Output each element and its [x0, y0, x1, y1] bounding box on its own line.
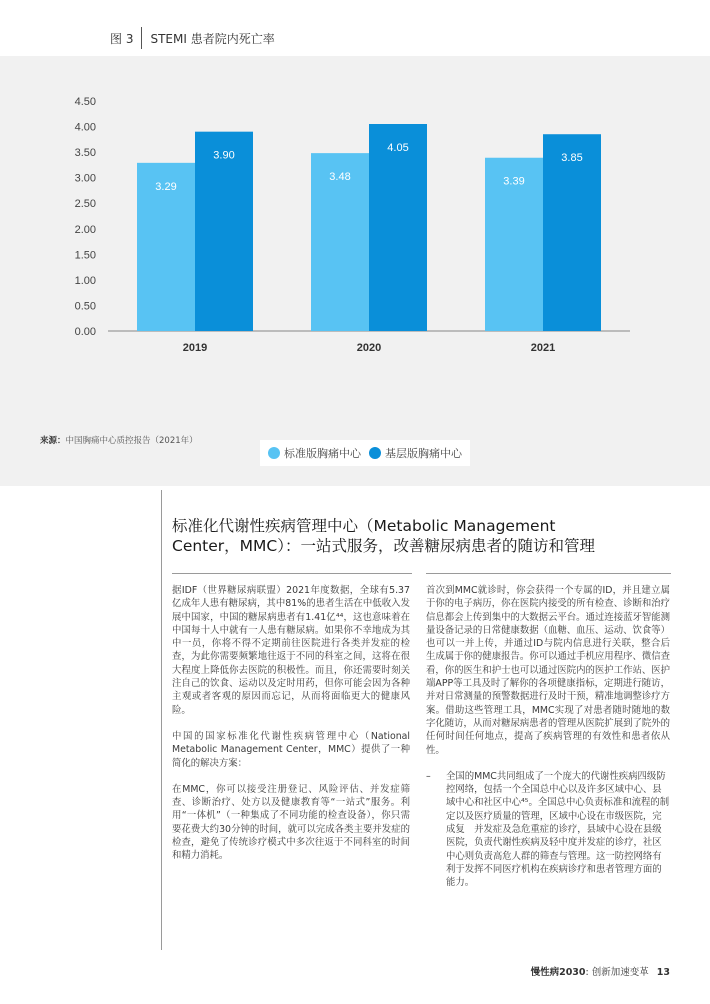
section-title-line-2: Center，MMC）：一站式服务，改善糖尿病患者的随访和管理 — [172, 537, 595, 555]
x-tick-label: 2020 — [356, 342, 382, 354]
y-tick-label: 4.00 — [74, 121, 96, 134]
section-title — [172, 516, 652, 556]
y-tick-label: 0.50 — [74, 300, 96, 313]
legend-label-basic: 基层版胸痛中心 — [385, 447, 462, 460]
bar-value-label: 3.48 — [329, 171, 351, 184]
figure-title: STEMI 患者院内死亡率 — [150, 31, 275, 46]
bar-chart — [0, 56, 710, 426]
left-column-rule — [172, 573, 412, 574]
column-divider-line — [161, 490, 162, 950]
y-tick-label: 2.50 — [74, 198, 96, 211]
y-tick-label: 3.50 — [74, 147, 96, 160]
y-tick-label: 1.00 — [74, 274, 96, 287]
y-tick-label: 3.00 — [74, 172, 96, 185]
source-label: 来源： — [40, 436, 66, 446]
footer-subtitle: : 创新加速变革 — [585, 967, 649, 978]
bar — [369, 124, 427, 331]
x-tick-label: 2021 — [530, 342, 556, 354]
section-title-line-1: 标准化代谢性疾病管理中心（Metabolic Management — [172, 517, 556, 535]
right-paragraph-1: 首次到MMC就诊时，你会获得一个专属的ID，并且建立属于你的电子病历，你在医院内接受的所有检查、诊断和治疗信息都会上传到集中的大数据云平台。通过连接蓝牙智能测量设备记录的日常健康数据（血糖、血压、运动、饮食等）也可以一并上传，并通过ID与院内信息进行关联，整合后生成属于你的健康报告。你可以通过手机应用程序、微信查看，你的医生和护士也可以通过医院内的医护工作站、医护端APP等工具及时了解你的各项健康指标，定期进行随访，并对日常测量的预警数据进行及时干预，精准地调整诊疗方案。借助这些管理工具，MMC实现了对患者随时随地的数字化随访，从而对糖尿病患者的管理从医院扩展到了院外的任何时间任何地点，提高了疾病管理的有效性和患者依从性。 — [426, 585, 670, 756]
bullet-dash: – — [426, 770, 431, 782]
y-tick-label: 1.50 — [74, 249, 96, 262]
bar-value-label: 3.90 — [213, 149, 235, 162]
left-paragraph-1: 据IDF（世界糖尿病联盟）2021年度数据，全球有5.37亿成年人患有糖尿病，其中81%的患者生活在中低收入发展中国家，中国的糖尿病患者有1.41亿⁴⁴，这也意味着在中国每十人中就有一人患有糖尿病。如果你不幸地成为其中一员，你将不得不定期前往医院进行各类并发症的检查，为此你需要频繁地往返于不同的科室之间，这将在很大程度上降低你去医院的积极性。而且，你还需要时刻关注自己的饮食、运动以及定时用药，但你可能会因为各种主观或者客观的原因而忘记，从而将面临更大的健康风险。 — [172, 585, 410, 716]
figure-separator — [141, 27, 142, 49]
footer-title: 慢性病2030 — [530, 967, 586, 978]
left-column — [172, 584, 410, 876]
source-note — [40, 434, 198, 446]
left-paragraph-3: 在MMC，你可以接受注册登记、风险评估、并发症筛查、诊断治疗、处方以及健康教育等“一站式”服务。利用“一体机”（一种集成了不同功能的检查设备），你只需要花费大约30分钟的时间，就可以完成各类主要并发症的检查，避免了传统诊疗模式中多次往返于不同科室的时间和精力消耗。 — [172, 783, 410, 862]
figure-header — [110, 28, 275, 48]
y-tick-label: 2.00 — [74, 223, 96, 236]
legend-item-basic — [369, 445, 462, 461]
y-tick-label: 0.00 — [74, 326, 96, 338]
bar-value-label: 3.85 — [561, 152, 583, 165]
page-footer — [531, 964, 670, 978]
figure-number: 图 3 — [110, 31, 134, 46]
x-tick-label: 2019 — [182, 342, 208, 354]
left-paragraph-2: 中国的国家标准化代谢性疾病管理中心（National Metabolic Management Center，MMC）提供了一种简化的解决方案： — [172, 730, 410, 769]
chart-legend — [260, 440, 470, 466]
y-tick-label: 4.50 — [74, 96, 96, 108]
bar-value-label: 4.05 — [387, 142, 409, 154]
legend-label-standard: 标准版胸痛中心 — [284, 447, 361, 460]
right-column-rule — [426, 573, 671, 574]
legend-swatch-standard — [268, 447, 280, 459]
bar-value-label: 3.29 — [155, 180, 177, 193]
legend-item-standard — [268, 445, 361, 461]
legend-swatch-basic — [369, 447, 381, 459]
source-text: 中国胸痛中心质控报告（2021年） — [65, 436, 198, 446]
bar-value-label: 3.39 — [503, 175, 525, 188]
page-number: 13 — [656, 967, 670, 978]
network-bullet — [426, 770, 670, 890]
right-column — [426, 584, 670, 890]
chart-panel — [0, 56, 710, 486]
bullet-text: 全国的MMC共同组成了一个庞大的代谢性疾病四级防控网络，包括一个全国总中心以及许多区域中心、县域中心和社区中心⁴⁵。全国总中心负责标准和流程的制定以及医疗质量的管理，区域中心设在市级医院，完成复 并发症及急危重症的诊疗，县域中心设在县级医院，负责代谢性疾病及轻中度并发症的诊疗，社区中心则负责高危人群的筛查与管理。这一防控网络有利于发挥不同医疗机构在疾病诊疗和患者管理方面的能力。 — [446, 770, 670, 889]
